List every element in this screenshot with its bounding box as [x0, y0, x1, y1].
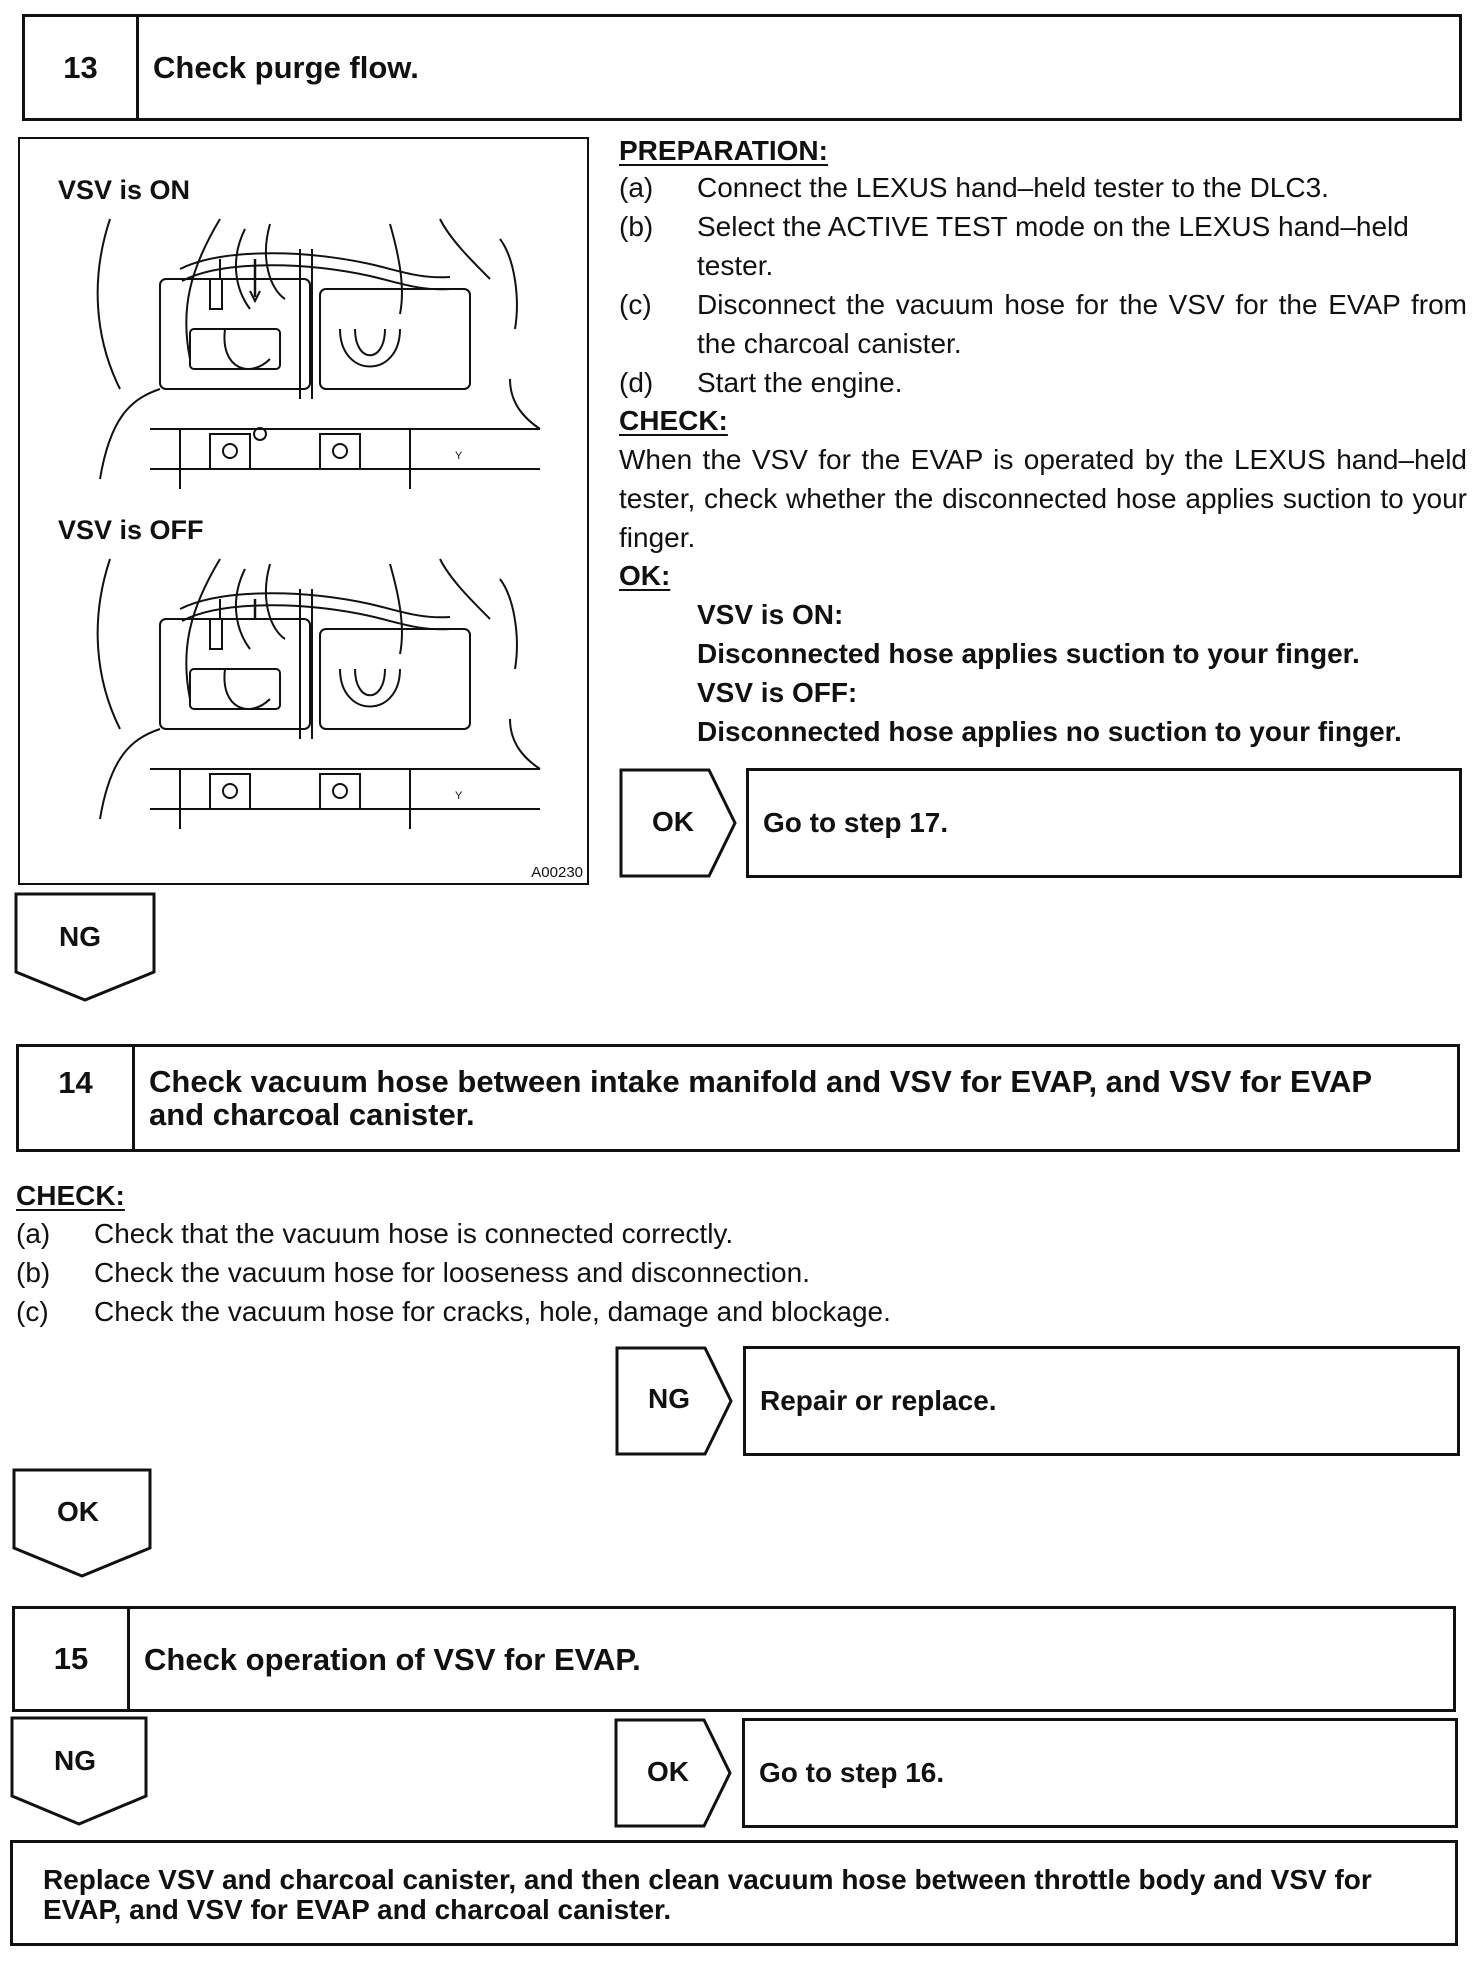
step-title: Check operation of VSV for EVAP.: [144, 1641, 641, 1677]
engine-diagram-off: [70, 559, 540, 829]
item-label: (a): [16, 1218, 51, 1249]
step-number: 15: [15, 1609, 130, 1709]
item-label: (b): [16, 1257, 51, 1288]
engine-figure-panel: [18, 137, 589, 885]
ok-line: Disconnected hose applies suction to your finger.: [697, 638, 1360, 669]
svg-text:Y: Y: [455, 450, 463, 462]
step-14-checks: [16, 1178, 1216, 1331]
step-13-instructions: [619, 134, 1467, 751]
svg-text:Y: Y: [455, 790, 463, 802]
item-label: (c): [619, 289, 652, 320]
step-14-header: [16, 1044, 1460, 1152]
item-text: Start the engine.: [697, 367, 903, 398]
engine-diagram-on: [70, 219, 540, 489]
preparation-item: [619, 285, 1467, 363]
check-heading: CHECK:: [619, 405, 728, 436]
item-label: (c): [16, 1296, 49, 1327]
item-text: Check the vacuum hose for cracks, hole, damage and blockage.: [94, 1296, 891, 1327]
ok-branch-result: Go to step 16.: [742, 1718, 1458, 1828]
check-item: [16, 1214, 1216, 1253]
step-13-header: [22, 14, 1462, 121]
figure-label-vsv-on: VSV is ON: [58, 175, 191, 205]
check-item: [16, 1292, 1216, 1331]
step-number: 14: [19, 1047, 135, 1149]
preparation-item: [619, 363, 1467, 402]
final-action-box: [10, 1840, 1458, 1946]
ng-label: NG: [54, 1745, 96, 1776]
ok-line: VSV is OFF:: [697, 677, 858, 708]
preparation-heading: PREPARATION:: [619, 135, 828, 166]
check-heading: CHECK:: [16, 1180, 125, 1211]
item-label: (a): [619, 172, 654, 203]
ng-label: NG: [59, 921, 101, 952]
ok-heading: OK:: [619, 560, 671, 591]
figure-id: A00230: [531, 864, 583, 881]
final-action-text: Replace VSV and charcoal canister, and then clean vacuum hose between throttle body and VSV for EVAP, and VSV for EVAP and charcoal canister.: [43, 1864, 1372, 1925]
step-15-header: [12, 1606, 1456, 1712]
ok-branch-result: Go to step 17.: [746, 768, 1462, 878]
item-text: Disconnect the vacuum hose for the VSV for the EVAP from the charcoal canister.: [697, 289, 1467, 359]
ng-branch-result: Repair or replace.: [743, 1346, 1460, 1456]
item-text: Check the vacuum hose for looseness and disconnection.: [94, 1257, 810, 1288]
step-title: Check purge flow.: [153, 50, 419, 85]
ok-label: OK: [57, 1496, 99, 1527]
ok-line: VSV is ON:: [697, 599, 844, 630]
ok-branch-label: OK: [647, 1756, 689, 1787]
item-text: Check that the vacuum hose is connected correctly.: [94, 1218, 734, 1249]
figure-label-vsv-off: VSV is OFF: [58, 515, 204, 545]
item-label: (d): [619, 367, 654, 398]
ng-branch-label: NG: [648, 1383, 690, 1414]
item-text: Connect the LEXUS hand–held tester to the DLC3.: [697, 172, 1329, 203]
preparation-item: [619, 168, 1467, 207]
item-text: Select the ACTIVE TEST mode on the LEXUS hand–held tester.: [697, 211, 1409, 281]
ok-branch-label: OK: [652, 806, 694, 837]
preparation-item: [619, 207, 1467, 285]
item-label: (b): [619, 211, 654, 242]
check-item: [16, 1253, 1216, 1292]
ok-criteria: [619, 595, 1467, 751]
step-title: Check vacuum hose between intake manifold and VSV for EVAP, and VSV for EVAP and charcoal canister.: [149, 1064, 1372, 1132]
check-text: When the VSV for the EVAP is operated by the LEXUS hand–held tester, check whether the disconnected hose applies suction to your finger.: [619, 444, 1467, 553]
ok-line: Disconnected hose applies no suction to your finger.: [697, 716, 1402, 747]
step-number: 13: [25, 17, 139, 118]
